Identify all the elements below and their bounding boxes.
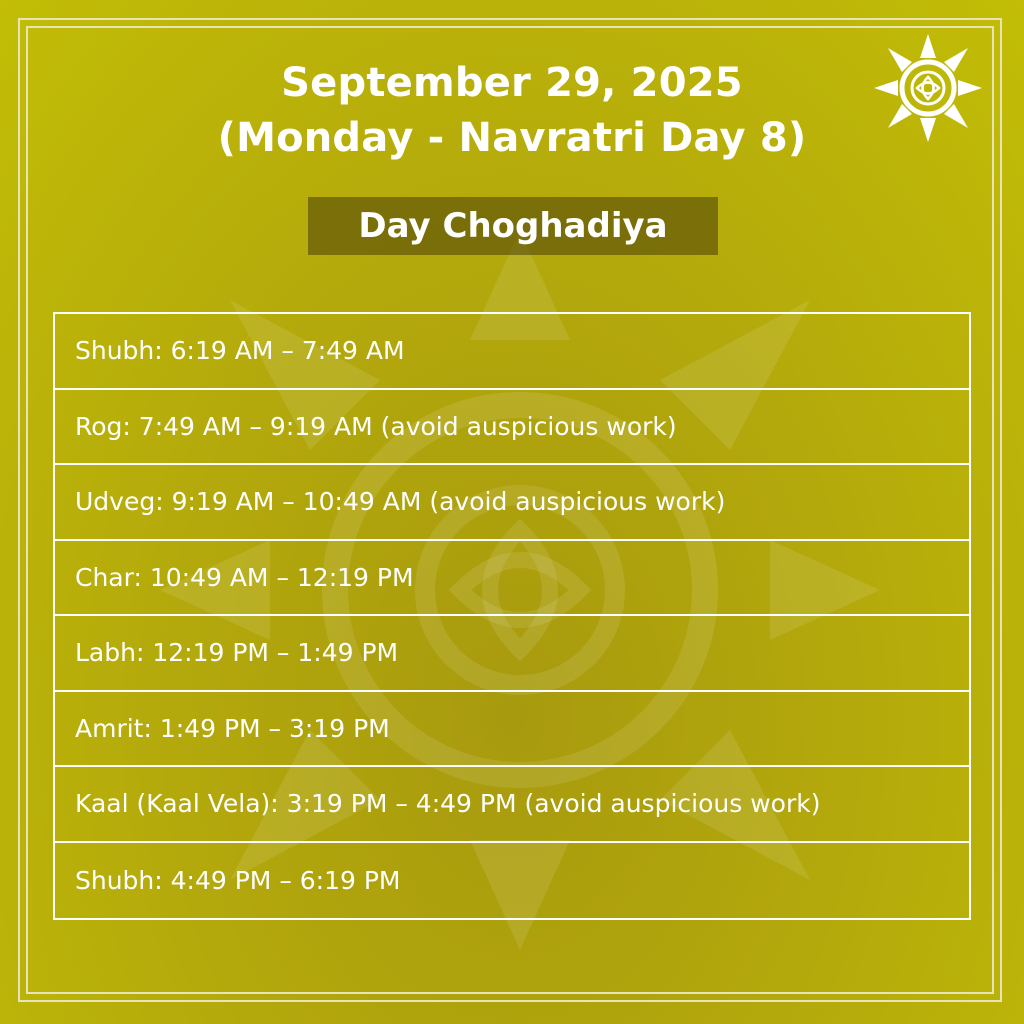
page-title: [0, 56, 1024, 166]
section-heading: Day Choghadiya: [308, 197, 718, 255]
table-row: Shubh: 4:49 PM – 6:19 PM: [75, 865, 401, 895]
table-row: Kaal (Kaal Vela): 3:19 PM – 4:49 PM (avoid auspicious work): [55, 767, 969, 843]
choghadiya-table: [53, 312, 971, 920]
date-line: September 29, 2025: [281, 60, 743, 106]
table-row: Udveg: 9:19 AM – 10:49 AM (avoid auspicious work): [55, 465, 969, 541]
table-row: Shubh: 6:19 AM – 7:49 AM: [55, 314, 969, 390]
table-row: Labh: 12:19 PM – 1:49 PM: [55, 616, 969, 692]
table-row: Char: 10:49 AM – 12:19 PM: [55, 541, 969, 617]
table-row: Amrit: 1:49 PM – 3:19 PM: [55, 692, 969, 768]
day-line: (Monday - Navratri Day 8): [217, 115, 807, 161]
table-row: Rog: 7:49 AM – 9:19 AM (avoid auspicious work): [55, 390, 969, 466]
